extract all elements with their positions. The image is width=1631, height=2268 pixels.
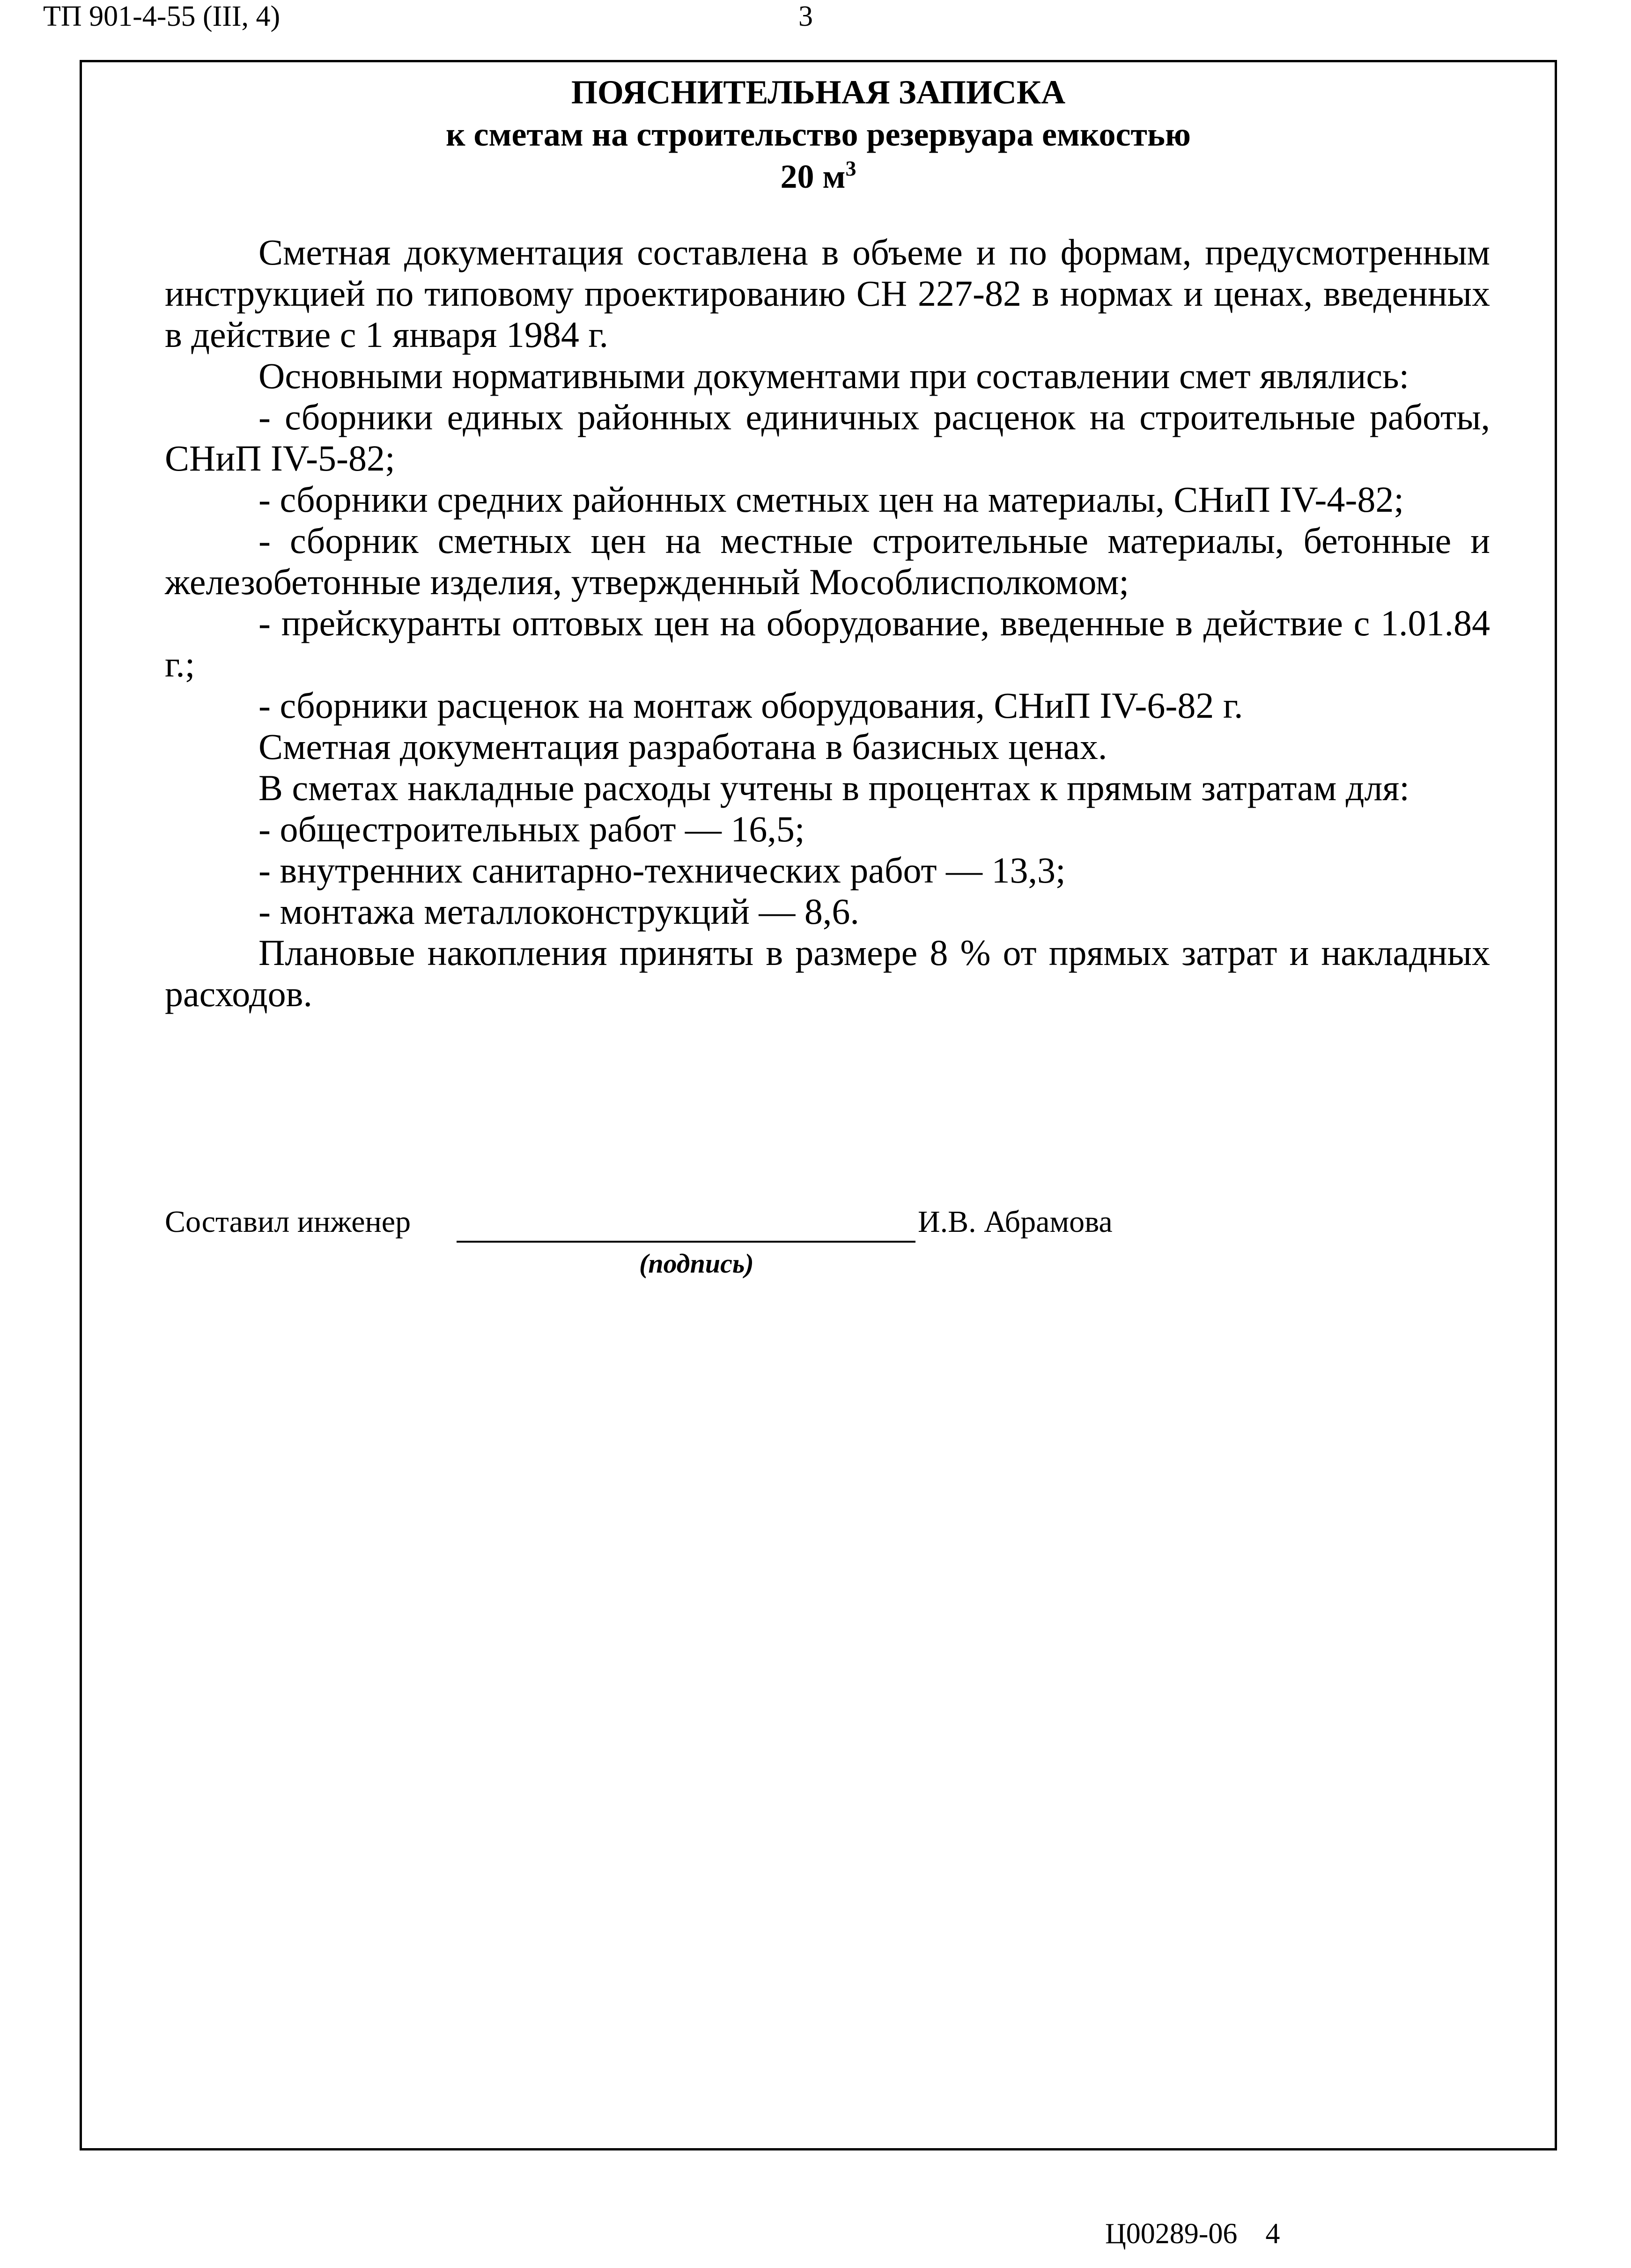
list-item-general-construction: - общестроительных работ — 16,5; [258,809,805,849]
title-line-2: к сметам на строительство резервуара емкостью [446,116,1191,153]
footer-code: Ц00289-06 [1105,2218,1238,2250]
document-code: ТП 901-4-55 (III, 4) [43,0,280,32]
list-item-material-prices: - сборники средних районных сметных цен на материалы, СНиП IV-4-82; [258,479,1404,520]
title-line-3 [80,155,1557,198]
list-item-installation-rates: - сборники расценок на монтаж оборудования, СНиП IV-6-82 г. [258,685,1243,726]
title-volume: 20 м [780,158,846,195]
signer-name: И.В. Абрамова [918,1205,1113,1239]
paragraph-normative-docs: Основными нормативными документами при составлении смет являлись: [258,355,1410,396]
explanatory-note-body [165,232,1490,1015]
signature-label: Составил инженер [165,1205,411,1239]
paragraph-base-prices: Сметная документация разработана в базисных ценах. [258,726,1107,767]
signature-line [457,1241,915,1243]
footer-sheet-number: 4 [1265,2218,1280,2250]
list-item-unit-rates: - сборники единых районных единичных расценок на строительные работы, СНиП IV-5-82; [165,397,1490,479]
footer [1105,2219,1280,2248]
list-item-equipment-prices: - прейскуранты оптовых цен на оборудование, введенные в действие с 1.01.84 г.; [165,603,1490,685]
list-item-metal-structures: - монтажа металлоконструкций — 8,6. [258,891,859,932]
document-title [80,71,1557,198]
paragraph-planned-savings: Плановые накопления приняты в размере 8 % от прямых затрат и накладных расходов. [165,932,1490,1014]
title-line-1: ПОЯСНИТЕЛЬНАЯ ЗАПИСКА [571,74,1066,111]
title-volume-exponent: 3 [845,156,856,180]
list-item-sanitary-works: - внутренних санитарно-технических работ — 13,3; [258,850,1066,891]
paragraph-intro: Сметная документация составлена в объеме и по формам, предусмотренным инструкцией по типовому проектированию СН 227-82 в нормах и ценах, введенных в действие с 1 января 1984 г. [165,232,1490,355]
page-number: 3 [798,0,813,32]
paragraph-overhead: В сметах накладные расходы учтены в процентах к прямым затратам для: [258,767,1410,808]
signature-caption: (подпись) [639,1248,754,1279]
list-item-local-materials: - сборник сметных цен на местные строительные материалы, бетонные и железобетонные изделия, утвержденный Мособлисполкомом; [165,520,1490,602]
